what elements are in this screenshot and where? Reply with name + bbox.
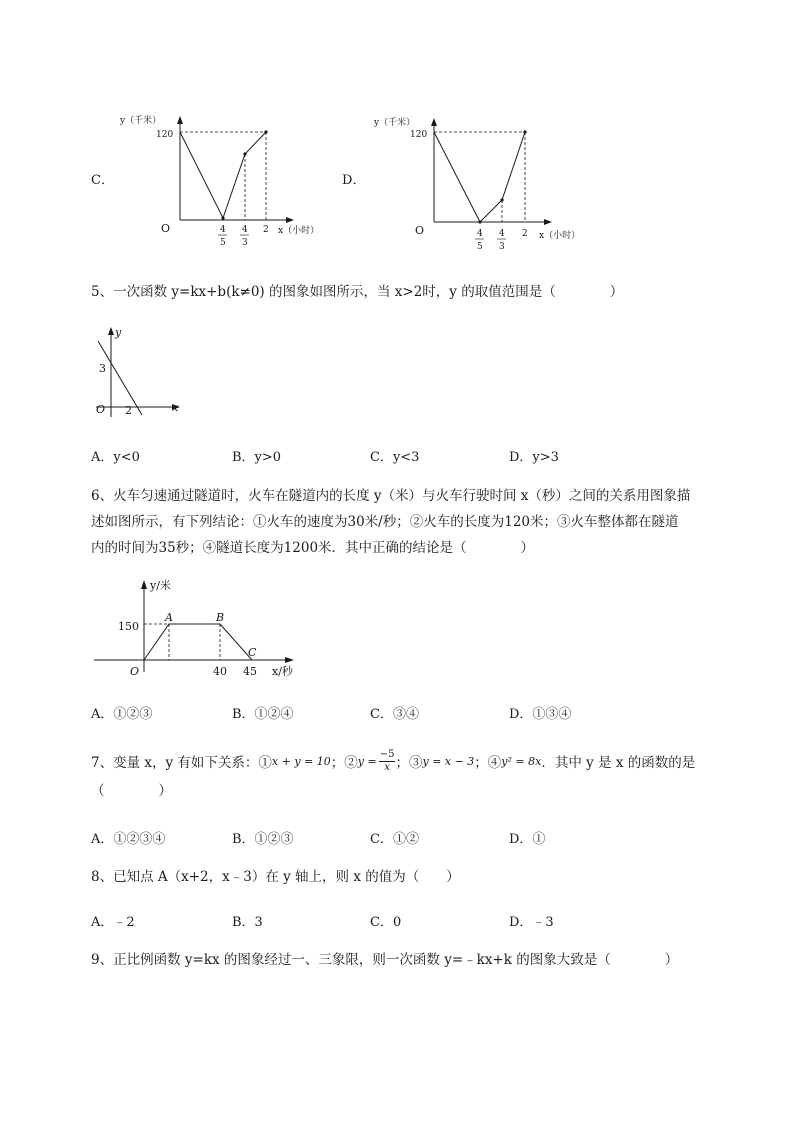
q5-option-c: C．y<3 bbox=[370, 450, 420, 465]
q6-point-b: B bbox=[216, 611, 225, 624]
x-axis-label: x（小时） bbox=[539, 231, 581, 241]
x-tick-4-3-den: 3 bbox=[242, 238, 248, 248]
q6-y-tick-150: 150 bbox=[118, 620, 139, 633]
q7-sep-2: ；③ bbox=[395, 755, 423, 771]
q6-origin: O bbox=[130, 665, 140, 678]
q7-option-a: A．①②③④ bbox=[91, 832, 166, 847]
q5-origin: O bbox=[96, 403, 106, 416]
y-axis-label: y（千米） bbox=[120, 116, 162, 126]
q7-option-d: D．① bbox=[509, 832, 546, 847]
q6-point-a: A bbox=[165, 611, 173, 624]
q5-y-label: y bbox=[115, 326, 122, 339]
q6-stem-line1: 6、火车匀速通过隧道时，火车在隧道内的长度 y（米）与火车行驶时间 x（秒）之间的关系用图象描 bbox=[91, 488, 691, 504]
q6-option-a: A．①②③ bbox=[91, 707, 153, 722]
q7-pre: 7、变量 x，y 有如下关系：① bbox=[91, 755, 272, 771]
q5-graph bbox=[90, 323, 190, 418]
q6-y-label: y/米 bbox=[150, 579, 171, 592]
q7-option-b: B．①②③ bbox=[232, 832, 294, 847]
q6-x-label: x/秒 bbox=[272, 665, 293, 678]
x-tick-4-3-num: 4 bbox=[242, 225, 248, 235]
q7-relation-2-lhs: y = bbox=[357, 754, 377, 768]
q6-stem-line3: 内的时间为35秒；④隧道长度为1200米．其中正确的结论是（ ） bbox=[91, 540, 535, 556]
q5-option-a: A．y<0 bbox=[91, 450, 140, 465]
q7-option-c: C．①② bbox=[370, 832, 419, 847]
q8-option-a: A．﹣2 bbox=[91, 915, 135, 930]
q6-point-c: C bbox=[248, 646, 257, 659]
q5-option-d: D．y>3 bbox=[509, 450, 559, 465]
x-tick-4-5-num: 4 bbox=[477, 229, 483, 239]
q7-sep-3: ；④ bbox=[474, 755, 502, 771]
q6-option-b: B．①②④ bbox=[232, 707, 294, 722]
q6-stem-line2: 述如图所示，有下列结论：①火车的速度为30米/秒；②火车的长度为120米；③火车整体都在隧道 bbox=[91, 514, 679, 530]
q6-option-c: C．③④ bbox=[370, 707, 419, 722]
x-tick-2: 2 bbox=[522, 229, 528, 239]
q5-stem: 5、一次函数 y=kx+b(k≠0) 的图象如图所示，当 x>2时，y 的取值范围是（ ） bbox=[91, 284, 624, 300]
option-c-graph bbox=[118, 108, 318, 253]
option-d-graph bbox=[372, 110, 592, 255]
x-tick-4-5-num: 4 bbox=[220, 225, 226, 235]
q5-y-intercept: 3 bbox=[99, 362, 106, 375]
q8-stem: 8、已知点 A（x+2，x﹣3）在 y 轴上，则 x 的值为（ ） bbox=[91, 869, 460, 885]
origin-label: O bbox=[161, 222, 171, 235]
q7-fraction-num: −5 bbox=[379, 748, 395, 760]
q6-graph bbox=[92, 574, 312, 684]
q7-relation-3: y = x − 3 bbox=[422, 754, 475, 768]
q7-relation-2-fraction bbox=[379, 749, 396, 774]
q7-sep-1: ；② bbox=[330, 755, 358, 771]
q7-paren: （ ） bbox=[91, 783, 172, 799]
x-tick-4-5-den: 5 bbox=[477, 242, 483, 252]
y-tick-120: 120 bbox=[410, 130, 428, 140]
q7-stem bbox=[91, 746, 695, 776]
x-tick-2: 2 bbox=[263, 225, 269, 235]
q7-relation-1: x + y = 10 bbox=[271, 754, 331, 768]
q5-x-label: x bbox=[172, 401, 179, 414]
q8-option-c: C．0 bbox=[370, 915, 402, 930]
q8-option-d: D．﹣3 bbox=[509, 915, 554, 930]
q7-relation-4: y² = 8x bbox=[501, 754, 542, 768]
x-tick-4-5-den: 5 bbox=[220, 238, 226, 248]
x-tick-4-3-den: 3 bbox=[499, 242, 505, 252]
q9-stem: 9、正比例函数 y=kx 的图象经过一、三象限，则一次函数 y=﹣kx+k 的图象大致是（ ） bbox=[91, 952, 679, 968]
q6-option-d: D．①③④ bbox=[509, 707, 572, 722]
q5-x-intercept: 2 bbox=[125, 404, 132, 417]
q7-post: ．其中 y 是 x 的函数的是 bbox=[541, 755, 696, 771]
q6-x-tick-40: 40 bbox=[213, 665, 227, 678]
x-axis-label: x（小时） bbox=[278, 226, 320, 236]
q5-option-b: B．y>0 bbox=[232, 450, 282, 465]
option-c-label: C． bbox=[91, 173, 115, 188]
y-tick-120: 120 bbox=[156, 130, 174, 140]
y-axis-label: y（千米） bbox=[374, 118, 416, 128]
q8-option-b: B．3 bbox=[232, 915, 263, 930]
q7-fraction-den: x bbox=[384, 761, 390, 773]
origin-label: O bbox=[415, 224, 425, 237]
x-tick-4-3-num: 4 bbox=[499, 229, 505, 239]
q6-x-tick-45: 45 bbox=[243, 665, 257, 678]
option-d-label: D． bbox=[342, 173, 366, 188]
